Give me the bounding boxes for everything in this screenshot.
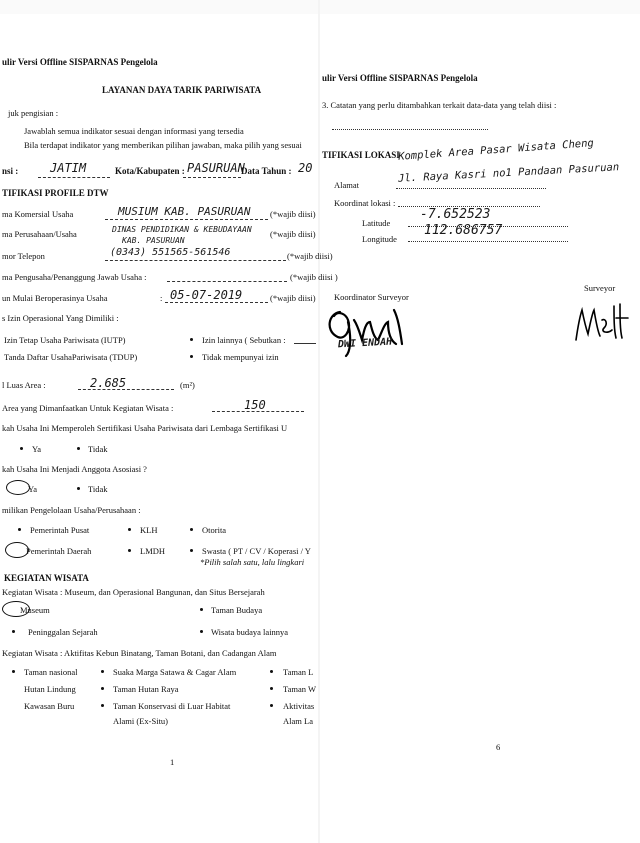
nama-komersial-underline — [105, 219, 268, 220]
k2-taman-l[interactable]: Taman L — [283, 667, 314, 677]
bullet — [20, 447, 23, 450]
left-page-number: 1 — [170, 757, 175, 767]
section-lokasi: TIFIKASI LOKASI — [322, 150, 400, 160]
k2-taman-konservasi-2[interactable]: Alami (Ex-Situ) — [113, 716, 169, 726]
luas-value[interactable]: 2.685 — [90, 376, 127, 390]
asosiasi-ya[interactable]: Ya — [28, 484, 38, 494]
izin-lain[interactable]: Izin lainnya ( Sebutkan : — [202, 335, 286, 345]
izin-lain-line — [294, 343, 316, 344]
bullet — [12, 670, 15, 673]
wajib-2: (*wajib diisi) — [270, 229, 316, 239]
area-wisata-underline — [212, 411, 304, 412]
catatan-label: 3. Catatan yang perlu ditambahkan terkait data-data yang telah diisi : — [322, 100, 557, 110]
asosiasi-tidak[interactable]: Tidak — [88, 484, 108, 494]
k2-kawasan-buru[interactable]: Kawasan Buru — [24, 701, 75, 711]
bullet — [101, 670, 104, 673]
bullet — [270, 704, 273, 707]
nama-komersial-value[interactable]: MUSIUM KAB. PASURUAN — [118, 205, 251, 218]
nama-perusahaan-value-2[interactable]: KAB. PASURUAN — [122, 236, 185, 245]
pengusaha-label: ma Pengusaha/Penanggung Jawab Usaha : — [2, 272, 147, 282]
bullet — [12, 630, 15, 633]
tahun-operasi-colon: : — [160, 293, 163, 303]
bullet — [190, 338, 193, 341]
luas-underline — [78, 389, 174, 390]
petunjuk-label: juk pengisian : — [8, 108, 59, 118]
area-wisata-label: Area yang Dimanfaatkan Untuk Kegiatan Wisata : — [2, 403, 174, 413]
bullet — [77, 447, 80, 450]
kota-value[interactable]: PASURUAN — [187, 161, 245, 175]
izin-tidak[interactable]: Tidak mempunyai izin — [202, 352, 279, 362]
bullet — [101, 704, 104, 707]
petunjuk-2: Bila terdapat indikator yang memberikan pilihan jawaban, maka pilih yang sesuai — [24, 140, 302, 150]
pengelola-klh[interactable]: KLH — [140, 525, 158, 535]
tahun-operasi-value[interactable]: 05-07-2019 — [170, 288, 243, 302]
tahun-operasi-underline — [165, 302, 268, 303]
asosiasi-question: kah Usaha Ini Menjadi Anggota Asosiasi ? — [2, 464, 147, 474]
sertifikasi-ya[interactable]: Ya — [32, 444, 42, 454]
izin-label: s Izin Operasional Yang Dimiliki : — [2, 313, 119, 323]
alamat-line — [396, 188, 546, 189]
kegiatan-museum[interactable]: Museum — [20, 605, 50, 615]
longitude-value[interactable]: 112.686757 — [424, 223, 503, 238]
bullet — [190, 528, 193, 531]
telepon-value[interactable]: (0343) 551565-561546 — [110, 247, 231, 258]
kegiatan-1-label: Kegiatan Wisata : Museum, dan Operasional Bangunan, dan Situs Bersejarah — [2, 587, 265, 597]
tahun-operasi-label: un Mulai Beroperasinya Usaha — [2, 293, 108, 303]
pengelola-note: *Pilih salah satu, lalu lingkari — [200, 557, 305, 567]
izin-tdup[interactable]: Tanda Daftar UsahaPariwisata (TDUP) — [4, 352, 138, 362]
bullet — [270, 670, 273, 673]
longitude-label: Longitude — [362, 234, 397, 244]
bullet — [270, 687, 273, 690]
koordinator-surveyor-label: Koordinator Surveyor — [334, 292, 409, 302]
scan-top-strip — [0, 0, 640, 14]
page-seam — [318, 0, 320, 843]
form-title: LAYANAN DAYA TARIK PARIWISATA — [102, 85, 262, 95]
provinsi-value[interactable]: JATIM — [50, 161, 87, 175]
k2-suaka[interactable]: Suaka Marga Satawa & Cagar Alam — [113, 667, 237, 677]
koordinat-label: Koordinat lokasi : — [334, 198, 396, 208]
sertifikasi-question: kah Usaha Ini Memperoleh Sertifikasi Usaha Pariwisata dari Lembaga Sertifikasi U — [2, 423, 288, 433]
pengelola-label: milikan Pengelolaan Usaha/Perusahaan : — [2, 505, 141, 515]
section-kegiatan: KEGIATAN WISATA — [4, 573, 89, 583]
wajib-1: (*wajib diisi) — [270, 209, 316, 219]
k2-hutan-lindung[interactable]: Hutan Lindung — [24, 684, 76, 694]
bullet — [190, 355, 193, 358]
section-profil: TIFIKASI PROFILE DTW — [2, 188, 109, 198]
k2-taman-nasional[interactable]: Taman nasional — [24, 667, 78, 677]
kegiatan-2-label: Kegiatan Wisata : Aktifitas Kebun Binatang, Taman Botani, dan Cadangan Alam — [2, 648, 277, 658]
kota-underline — [183, 177, 241, 178]
petunjuk-1: Jawablah semua indikator sesuai dengan informasi yang tersedia — [24, 126, 244, 136]
bullet — [128, 528, 131, 531]
kegiatan-taman-budaya[interactable]: Taman Budaya — [211, 605, 263, 615]
pengelola-daerah[interactable]: Pemerintah Daerah — [26, 546, 92, 556]
latitude-label: Latitude — [362, 218, 391, 228]
latitude-value[interactable]: -7.652523 — [420, 207, 491, 222]
bullet — [101, 687, 104, 690]
telepon-underline — [105, 260, 286, 261]
tahun-label: Data Tahun : — [241, 166, 292, 176]
pengusaha-underline — [167, 281, 287, 282]
luas-label: l Luas Area : — [2, 380, 46, 390]
kota-label: Kota/Kabupaten : — [115, 166, 185, 176]
k2-taman-konservasi-1[interactable]: Taman Konservasi di Luar Habitat — [113, 701, 231, 711]
kegiatan-peninggalan[interactable]: Peninggalan Sejarah — [28, 627, 98, 637]
provinsi-label: nsi : — [2, 166, 19, 176]
wajib-3: (*wajib diisi) — [287, 251, 333, 261]
tahun-value[interactable]: 20 — [298, 161, 313, 175]
koordinator-signature — [322, 300, 422, 360]
right-page-number: 6 — [496, 742, 501, 752]
izin-itup[interactable]: Izin Tetap Usaha Pariwisata (IUTP) — [4, 335, 126, 345]
bullet — [190, 549, 193, 552]
pengusaha-wajib: (*wajib diisi ) — [290, 272, 338, 282]
area-wisata-value[interactable]: 150 — [244, 398, 266, 412]
k2-taman-w[interactable]: Taman W — [283, 684, 316, 694]
pengelola-lmdh[interactable]: LMDH — [140, 546, 166, 556]
kegiatan-wisata-budaya[interactable]: Wisata budaya lainnya — [211, 627, 289, 637]
surveyor-label: Surveyor — [584, 283, 616, 293]
k2-aktivitas[interactable]: Aktivitas — [283, 701, 315, 711]
surveyor-signature — [570, 296, 630, 346]
longitude-line — [408, 241, 568, 242]
koordinator-name: DWI ENDAH — [337, 336, 393, 351]
luas-unit: (m²) — [180, 380, 195, 390]
nama-komersial-label: ma Komersial Usaha — [2, 209, 74, 219]
left-header: ulir Versi Offline SISPARNAS Pengelola — [2, 57, 158, 67]
sertifikasi-tidak[interactable]: Tidak — [88, 444, 108, 454]
pengelola-otorita[interactable]: Otorita — [202, 525, 227, 535]
bullet — [200, 630, 203, 633]
k2-alam-la[interactable]: Alam La — [283, 716, 313, 726]
wajib-4: (*wajib diisi) — [270, 293, 316, 303]
k2-taman-hutan[interactable]: Taman Hutan Raya — [113, 684, 179, 694]
bullet — [200, 608, 203, 611]
alamat-label: Alamat — [334, 180, 360, 190]
bullet — [77, 487, 80, 490]
alamat-value[interactable]: Jl. Raya Kasri no1 Pandaan Pasuruan — [397, 161, 620, 185]
bullet — [128, 549, 131, 552]
asosiasi-ya-circle — [6, 480, 30, 495]
nama-perusahaan-label: ma Perusahaan/Usaha — [2, 229, 77, 239]
pengelola-swasta[interactable]: Swasta ( PT / CV / Koperasi / Y — [202, 546, 311, 556]
nama-perusahaan-value-1[interactable]: DINAS PENDIDIKAN & KEBUDAYAAN — [112, 225, 252, 234]
catatan-line — [332, 129, 488, 130]
right-header: ulir Versi Offline SISPARNAS Pengelola — [322, 73, 478, 83]
provinsi-underline — [38, 177, 110, 178]
lokasi-value[interactable]: Komplek Area Pasar Wisata Cheng — [397, 137, 595, 163]
bullet — [18, 528, 21, 531]
pengelola-pusat[interactable]: Pemerintah Pusat — [30, 525, 90, 535]
telepon-label: mor Telepon — [2, 251, 45, 261]
